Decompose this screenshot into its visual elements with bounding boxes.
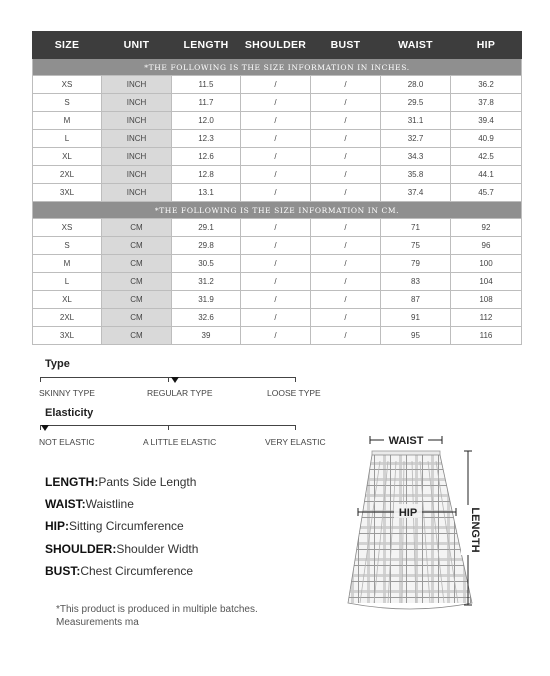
table-cell: 104 <box>451 273 522 291</box>
table-cell: 2XL <box>33 166 102 184</box>
table-cell: L <box>33 273 102 291</box>
table-cell: 12.3 <box>172 130 241 148</box>
table-cell: 2XL <box>33 309 102 327</box>
type-scale-tick-mid <box>168 377 169 382</box>
definition-desc: Chest Circumference <box>80 564 194 578</box>
header-hip: HIP <box>451 32 522 59</box>
definition-hip: HIP:Sitting Circumference <box>45 519 184 533</box>
section-banner-text: *THE FOLLOWING IS THE SIZE INFORMATION IN INCHES. <box>33 59 522 76</box>
table-cell: CM <box>102 309 172 327</box>
table-cell: XL <box>33 148 102 166</box>
table-row <box>33 184 522 202</box>
table-cell: 32.7 <box>381 130 451 148</box>
table-cell: CM <box>102 273 172 291</box>
table-cell: / <box>241 130 311 148</box>
table-cell: 31.9 <box>172 291 241 309</box>
table-cell: 32.6 <box>172 309 241 327</box>
table-row <box>33 112 522 130</box>
table-cell: M <box>33 112 102 130</box>
table-cell: L <box>33 130 102 148</box>
definition-bust: BUST:Chest Circumference <box>45 564 194 578</box>
table-cell: 112 <box>451 309 522 327</box>
table-cell: 100 <box>451 255 522 273</box>
table-cell: 37.4 <box>381 184 451 202</box>
table-cell: 12.8 <box>172 166 241 184</box>
definition-desc: Shoulder Width <box>116 542 199 556</box>
table-cell: 12.0 <box>172 112 241 130</box>
table-cell: 75 <box>381 237 451 255</box>
table-cell: CM <box>102 327 172 345</box>
table-cell: / <box>241 273 311 291</box>
table-cell: XL <box>33 291 102 309</box>
definition-term: BUST <box>45 564 77 578</box>
table-cell: / <box>241 309 311 327</box>
table-cell: 39.4 <box>451 112 522 130</box>
table-cell: / <box>241 255 311 273</box>
batch-note-line2: Measurements ma <box>56 617 139 628</box>
table-cell: 29.8 <box>172 237 241 255</box>
table-cell: 31.1 <box>381 112 451 130</box>
table-cell: CM <box>102 291 172 309</box>
table-row <box>33 327 522 345</box>
table-cell: / <box>311 94 381 112</box>
table-cell: / <box>241 76 311 94</box>
table-cell: INCH <box>102 130 172 148</box>
table-cell: CM <box>102 237 172 255</box>
type-label-skinny: SKINNY TYPE <box>39 388 95 398</box>
table-cell: / <box>311 309 381 327</box>
table-cell: INCH <box>102 166 172 184</box>
table-cell: / <box>311 166 381 184</box>
table-row <box>33 309 522 327</box>
table-cell: / <box>311 273 381 291</box>
header-bust: BUST <box>311 32 381 59</box>
table-cell: 11.7 <box>172 94 241 112</box>
table-cell: 34.3 <box>381 148 451 166</box>
type-selected-marker-icon <box>171 377 179 383</box>
header-unit: UNIT <box>102 32 172 59</box>
table-cell: / <box>241 219 311 237</box>
table-row <box>33 166 522 184</box>
table-cell: XS <box>33 76 102 94</box>
section-banner-text: *THE FOLLOWING IS THE SIZE INFORMATION IN CM. <box>33 202 522 219</box>
table-cell: 83 <box>381 273 451 291</box>
table-cell: 11.5 <box>172 76 241 94</box>
table-cell: CM <box>102 219 172 237</box>
table-cell: 31.2 <box>172 273 241 291</box>
table-cell: 45.7 <box>451 184 522 202</box>
table-header-row <box>33 32 522 59</box>
size-chart-table <box>32 31 522 345</box>
table-cell: INCH <box>102 112 172 130</box>
table-cell: M <box>33 255 102 273</box>
table-cell: 71 <box>381 219 451 237</box>
type-label-loose: LOOSE TYPE <box>267 388 321 398</box>
table-cell: 30.5 <box>172 255 241 273</box>
table-cell: INCH <box>102 94 172 112</box>
elasticity-scale-tick-mid <box>168 425 169 430</box>
table-cell: 28.0 <box>381 76 451 94</box>
header-shoulder: SHOULDER <box>241 32 311 59</box>
table-cell: / <box>241 166 311 184</box>
table-cell: 116 <box>451 327 522 345</box>
header-size: SIZE <box>33 32 102 59</box>
table-cell: / <box>241 291 311 309</box>
table-cell: INCH <box>102 148 172 166</box>
table-row <box>33 291 522 309</box>
table-cell: / <box>311 184 381 202</box>
definition-length: LENGTH:Pants Side Length <box>45 475 197 489</box>
table-cell: / <box>241 327 311 345</box>
definition-desc: Waistline <box>85 497 134 511</box>
table-cell: 96 <box>451 237 522 255</box>
definition-term: SHOULDER <box>45 542 113 556</box>
table-cell: 12.6 <box>172 148 241 166</box>
type-label-regular: REGULAR TYPE <box>147 388 213 398</box>
table-section-banner <box>33 59 522 76</box>
table-cell: / <box>311 130 381 148</box>
table-cell: / <box>311 76 381 94</box>
elasticity-selected-marker-icon <box>41 425 49 431</box>
table-cell: 29.1 <box>172 219 241 237</box>
table-cell: / <box>241 237 311 255</box>
table-section-banner <box>33 202 522 219</box>
table-cell: 91 <box>381 309 451 327</box>
table-cell: XS <box>33 219 102 237</box>
table-cell: / <box>241 184 311 202</box>
elasticity-label-little: A LITTLE ELASTIC <box>143 437 217 447</box>
table-row <box>33 219 522 237</box>
table-cell: / <box>241 94 311 112</box>
table-cell: / <box>241 148 311 166</box>
table-cell: 35.8 <box>381 166 451 184</box>
hip-label: HIP <box>398 507 418 519</box>
definition-term: LENGTH <box>45 475 95 489</box>
skirt-diagram <box>330 425 490 625</box>
type-scale-tick-right <box>295 377 296 382</box>
type-scale-title: Type <box>45 358 70 370</box>
definition-desc: Pants Side Length <box>98 475 197 489</box>
table-row <box>33 273 522 291</box>
elasticity-scale-title: Elasticity <box>45 407 94 419</box>
table-cell: INCH <box>102 184 172 202</box>
type-scale-tick-left <box>40 377 41 382</box>
table-cell: 40.9 <box>451 130 522 148</box>
table-body <box>33 59 522 345</box>
table-row <box>33 255 522 273</box>
waist-label: WAIST <box>388 435 424 447</box>
table-row <box>33 130 522 148</box>
table-cell: INCH <box>102 76 172 94</box>
table-cell: / <box>311 327 381 345</box>
table-cell: S <box>33 94 102 112</box>
table-cell: / <box>311 148 381 166</box>
waist-dimension <box>370 433 442 447</box>
table-cell: / <box>311 237 381 255</box>
table-cell: 13.1 <box>172 184 241 202</box>
table-cell: 79 <box>381 255 451 273</box>
length-label: LENGTH <box>469 507 481 553</box>
table-row <box>33 94 522 112</box>
definition-shoulder: SHOULDER:Shoulder Width <box>45 542 199 556</box>
table-cell: 44.1 <box>451 166 522 184</box>
elasticity-scale-tick-right <box>295 425 296 430</box>
table-cell: 36.2 <box>451 76 522 94</box>
table-row <box>33 237 522 255</box>
table-row <box>33 76 522 94</box>
elasticity-label-very: VERY ELASTIC <box>265 437 326 447</box>
table-cell: / <box>311 255 381 273</box>
header-waist: WAIST <box>381 32 451 59</box>
table-cell: / <box>241 112 311 130</box>
table-cell: CM <box>102 255 172 273</box>
definition-desc: Sitting Circumference <box>69 519 184 533</box>
table-cell: 29.5 <box>381 94 451 112</box>
table-cell: 37.8 <box>451 94 522 112</box>
table-cell: 95 <box>381 327 451 345</box>
definition-waist: WAIST:Waistline <box>45 497 134 511</box>
table-cell: 3XL <box>33 327 102 345</box>
table-cell: 42.5 <box>451 148 522 166</box>
table-cell: 92 <box>451 219 522 237</box>
table-cell: / <box>311 291 381 309</box>
definition-term: HIP <box>45 519 66 533</box>
table-cell: S <box>33 237 102 255</box>
table-cell: 3XL <box>33 184 102 202</box>
batch-note <box>56 603 258 629</box>
table-cell: / <box>311 112 381 130</box>
table-cell: 87 <box>381 291 451 309</box>
batch-note-line1: *This product is produced in multiple batches. <box>56 604 258 615</box>
definition-term: WAIST <box>45 497 82 511</box>
header-length: LENGTH <box>172 32 241 59</box>
table-cell: / <box>311 219 381 237</box>
table-cell: 39 <box>172 327 241 345</box>
elasticity-label-not: NOT ELASTIC <box>39 437 95 447</box>
table-cell: 108 <box>451 291 522 309</box>
table-row <box>33 148 522 166</box>
